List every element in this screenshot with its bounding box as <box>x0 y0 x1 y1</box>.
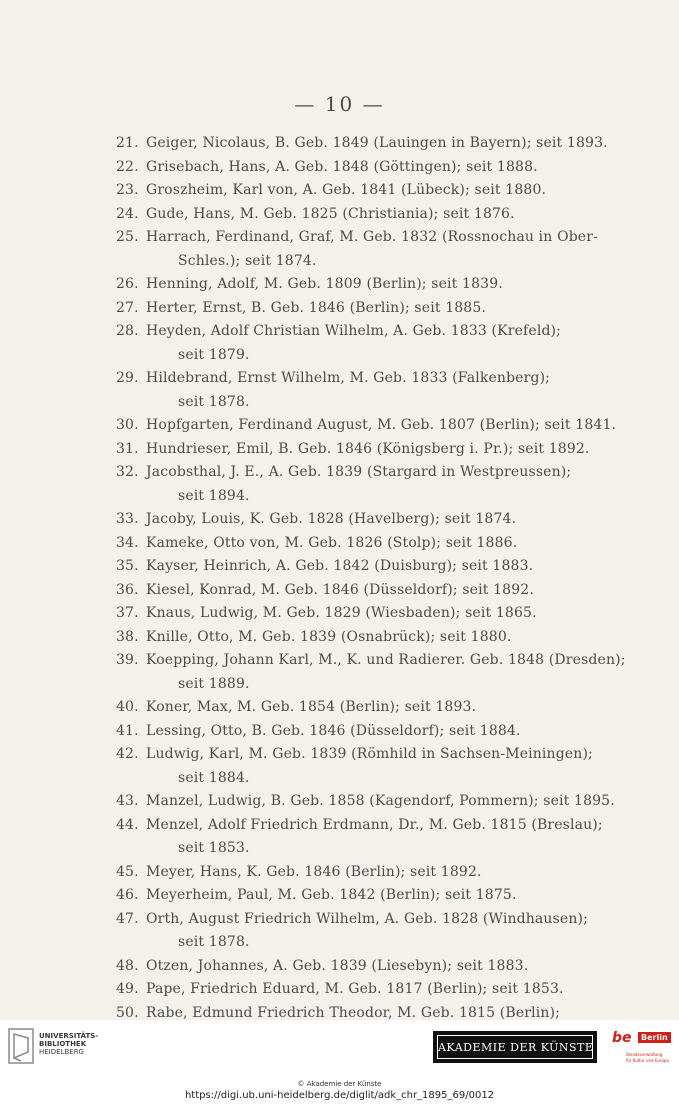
be-logo-sub2: für Kultur und Europa <box>626 1058 669 1063</box>
entry-number: 40. <box>116 699 139 715</box>
entry-number: 46. <box>116 887 139 903</box>
entry-number: 38. <box>116 628 139 645</box>
entry-number: 50. <box>116 1004 139 1021</box>
entry-text: Hopfgarten, Ferdinand August, M. Geb. 1807 (Berlin); seit 1841. <box>146 417 617 433</box>
entry-text: Kayser, Heinrich, A. Geb. 1842 (Duisburg); seit 1883. <box>146 558 534 574</box>
entry-text: Harrach, Ferdinand, Graf, M. Geb. 1832 (Rossnochau in Ober- <box>146 229 598 245</box>
entry-text: Henning, Adolf, M. Geb. 1809 (Berlin); seit 1839. <box>146 276 503 292</box>
entry-continuation: seit 1894. <box>178 487 250 504</box>
entry-number: 44. <box>116 816 139 833</box>
entry-continuation: seit 1884. <box>178 769 250 786</box>
entry-text: Kameke, Otto von, M. Geb. 1826 (Stolp); seit 1886. <box>146 534 518 551</box>
entry-continuation: Schles.); seit 1874. <box>178 252 317 269</box>
copyright-notice: © Akademie der Künste <box>297 1080 382 1088</box>
entry-text: Koepping, Johann Karl, M., K. und Radierer. Geb. 1848 (Dresden); <box>146 652 626 668</box>
entry-number: 35. <box>116 558 139 574</box>
ub-logo-line3: HEIDELBERG <box>39 1048 84 1056</box>
entry-number: 49. <box>116 981 139 997</box>
entry-text: Pape, Friedrich Eduard, M. Geb. 1817 (Berlin); seit 1853. <box>146 981 564 997</box>
entry-text: Jacobsthal, J. E., A. Geb. 1839 (Stargard in Westpreussen); <box>146 464 572 480</box>
permalink-url[interactable]: https://digi.ub.uni-heidelberg.de/diglit/adk_chr_1895_69/0012 <box>184 1090 495 1101</box>
entry-text: Manzel, Ludwig, B. Geb. 1858 (Kagendorf, Pommern); seit 1895. <box>146 793 615 809</box>
entry-number: 37. <box>116 605 139 621</box>
entry-text: Orth, August Friedrich Wilhelm, A. Geb. 1828 (Windhausen); <box>146 910 588 927</box>
akademie-logo[interactable] <box>433 1031 597 1063</box>
entry-number: 43. <box>116 793 139 809</box>
entry-number: 34. <box>116 534 139 551</box>
entry-number: 41. <box>116 722 139 739</box>
entry-number: 30. <box>116 417 139 433</box>
entry-number: 32. <box>116 464 139 480</box>
entry-text: Gude, Hans, M. Geb. 1825 (Christiania); seit 1876. <box>146 205 515 222</box>
entry-number: 36. <box>116 581 139 598</box>
entry-text: Meyer, Hans, K. Geb. 1846 (Berlin); seit 1892. <box>146 863 482 880</box>
entry-number: 25. <box>116 229 139 245</box>
entry-continuation: seit 1879. <box>178 346 250 363</box>
entry-text: Knaus, Ludwig, M. Geb. 1829 (Wiesbaden); seit 1865. <box>146 605 537 621</box>
entry-continuation: seit 1878. <box>178 934 250 950</box>
entry-text: Kiesel, Konrad, M. Geb. 1846 (Düsseldorf); seit 1892. <box>146 581 534 598</box>
entry-text: Rabe, Edmund Friedrich Theodor, M. Geb. 1815 (Berlin); <box>146 1004 561 1021</box>
entry-number: 27. <box>116 299 139 316</box>
entry-text: Herter, Ernst, B. Geb. 1846 (Berlin); seit 1885. <box>146 299 487 316</box>
entry-number: 39. <box>116 652 139 668</box>
entry-text: Knille, Otto, M. Geb. 1839 (Osnabrück); seit 1880. <box>146 628 512 645</box>
entry-number: 48. <box>116 957 139 974</box>
entry-text: Heyden, Adolf Christian Wilhelm, A. Geb. 1833 (Krefeld); <box>146 323 562 339</box>
page-number: — 10 — <box>294 92 385 116</box>
be-logo-mark: be <box>612 1030 632 1046</box>
entry-text: Hundrieser, Emil, B. Geb. 1846 (Königsberg i. Pr.); seit 1892. <box>146 440 590 457</box>
entry-text: Groszheim, Karl von, A. Geb. 1841 (Lübeck); seit 1880. <box>146 182 547 198</box>
entry-text: Grisebach, Hans, A. Geb. 1848 (Göttingen); seit 1888. <box>146 158 538 175</box>
entry-text: Otzen, Johannes, A. Geb. 1839 (Liesebyn); seit 1883. <box>146 957 529 974</box>
ub-logo-line2: BIBLIOTHEK <box>39 1040 87 1048</box>
entry-text: Ludwig, Karl, M. Geb. 1839 (Römhild in Sachsen-Meiningen); <box>146 746 593 762</box>
entry-number: 31. <box>116 440 139 457</box>
library-emblem-icon <box>8 1028 34 1064</box>
be-logo-berlin: Berlin <box>638 1032 671 1043</box>
be-logo-subtitle <box>626 1052 669 1064</box>
entry-text: Meyerheim, Paul, M. Geb. 1842 (Berlin); seit 1875. <box>146 887 517 903</box>
university-library-logo[interactable] <box>8 1026 108 1070</box>
entry-text: Hildebrand, Ernst Wilhelm, M. Geb. 1833 (Falkenberg); <box>146 370 551 386</box>
entry-text: Geiger, Nicolaus, B. Geb. 1849 (Lauingen in Bayern); seit 1893. <box>146 135 608 151</box>
entry-number: 47. <box>116 910 139 927</box>
entry-number: 26. <box>116 276 139 292</box>
entry-number: 22. <box>116 158 139 175</box>
akademie-logo-text: AKADEMIE DER KÜNSTE <box>437 1035 593 1059</box>
entry-number: 42. <box>116 746 139 762</box>
entry-text: Menzel, Adolf Friedrich Erdmann, Dr., M. Geb. 1815 (Breslau); <box>146 816 603 833</box>
entry-number: 33. <box>116 511 139 527</box>
entry-number: 28. <box>116 323 139 339</box>
ub-logo-line1: UNIVERSITÄTS- <box>39 1032 99 1040</box>
entry-number: 45. <box>116 863 139 880</box>
entry-number: 23. <box>116 182 139 198</box>
entry-text: Koner, Max, M. Geb. 1854 (Berlin); seit 1893. <box>146 699 477 715</box>
entry-continuation: seit 1853. <box>178 840 250 856</box>
entry-continuation: seit 1889. <box>178 675 250 692</box>
entry-number: 21. <box>116 135 139 151</box>
entry-continuation: seit 1878. <box>178 393 250 410</box>
berlin-senate-logo[interactable] <box>612 1030 670 1070</box>
entry-number: 29. <box>116 370 139 386</box>
entry-number: 24. <box>116 205 139 222</box>
be-logo-sub1: Senatsverwaltung <box>626 1052 663 1057</box>
entry-text: Lessing, Otto, B. Geb. 1846 (Düsseldorf); seit 1884. <box>146 722 521 739</box>
entry-text: Jacoby, Louis, K. Geb. 1828 (Havelberg); seit 1874. <box>146 511 517 527</box>
